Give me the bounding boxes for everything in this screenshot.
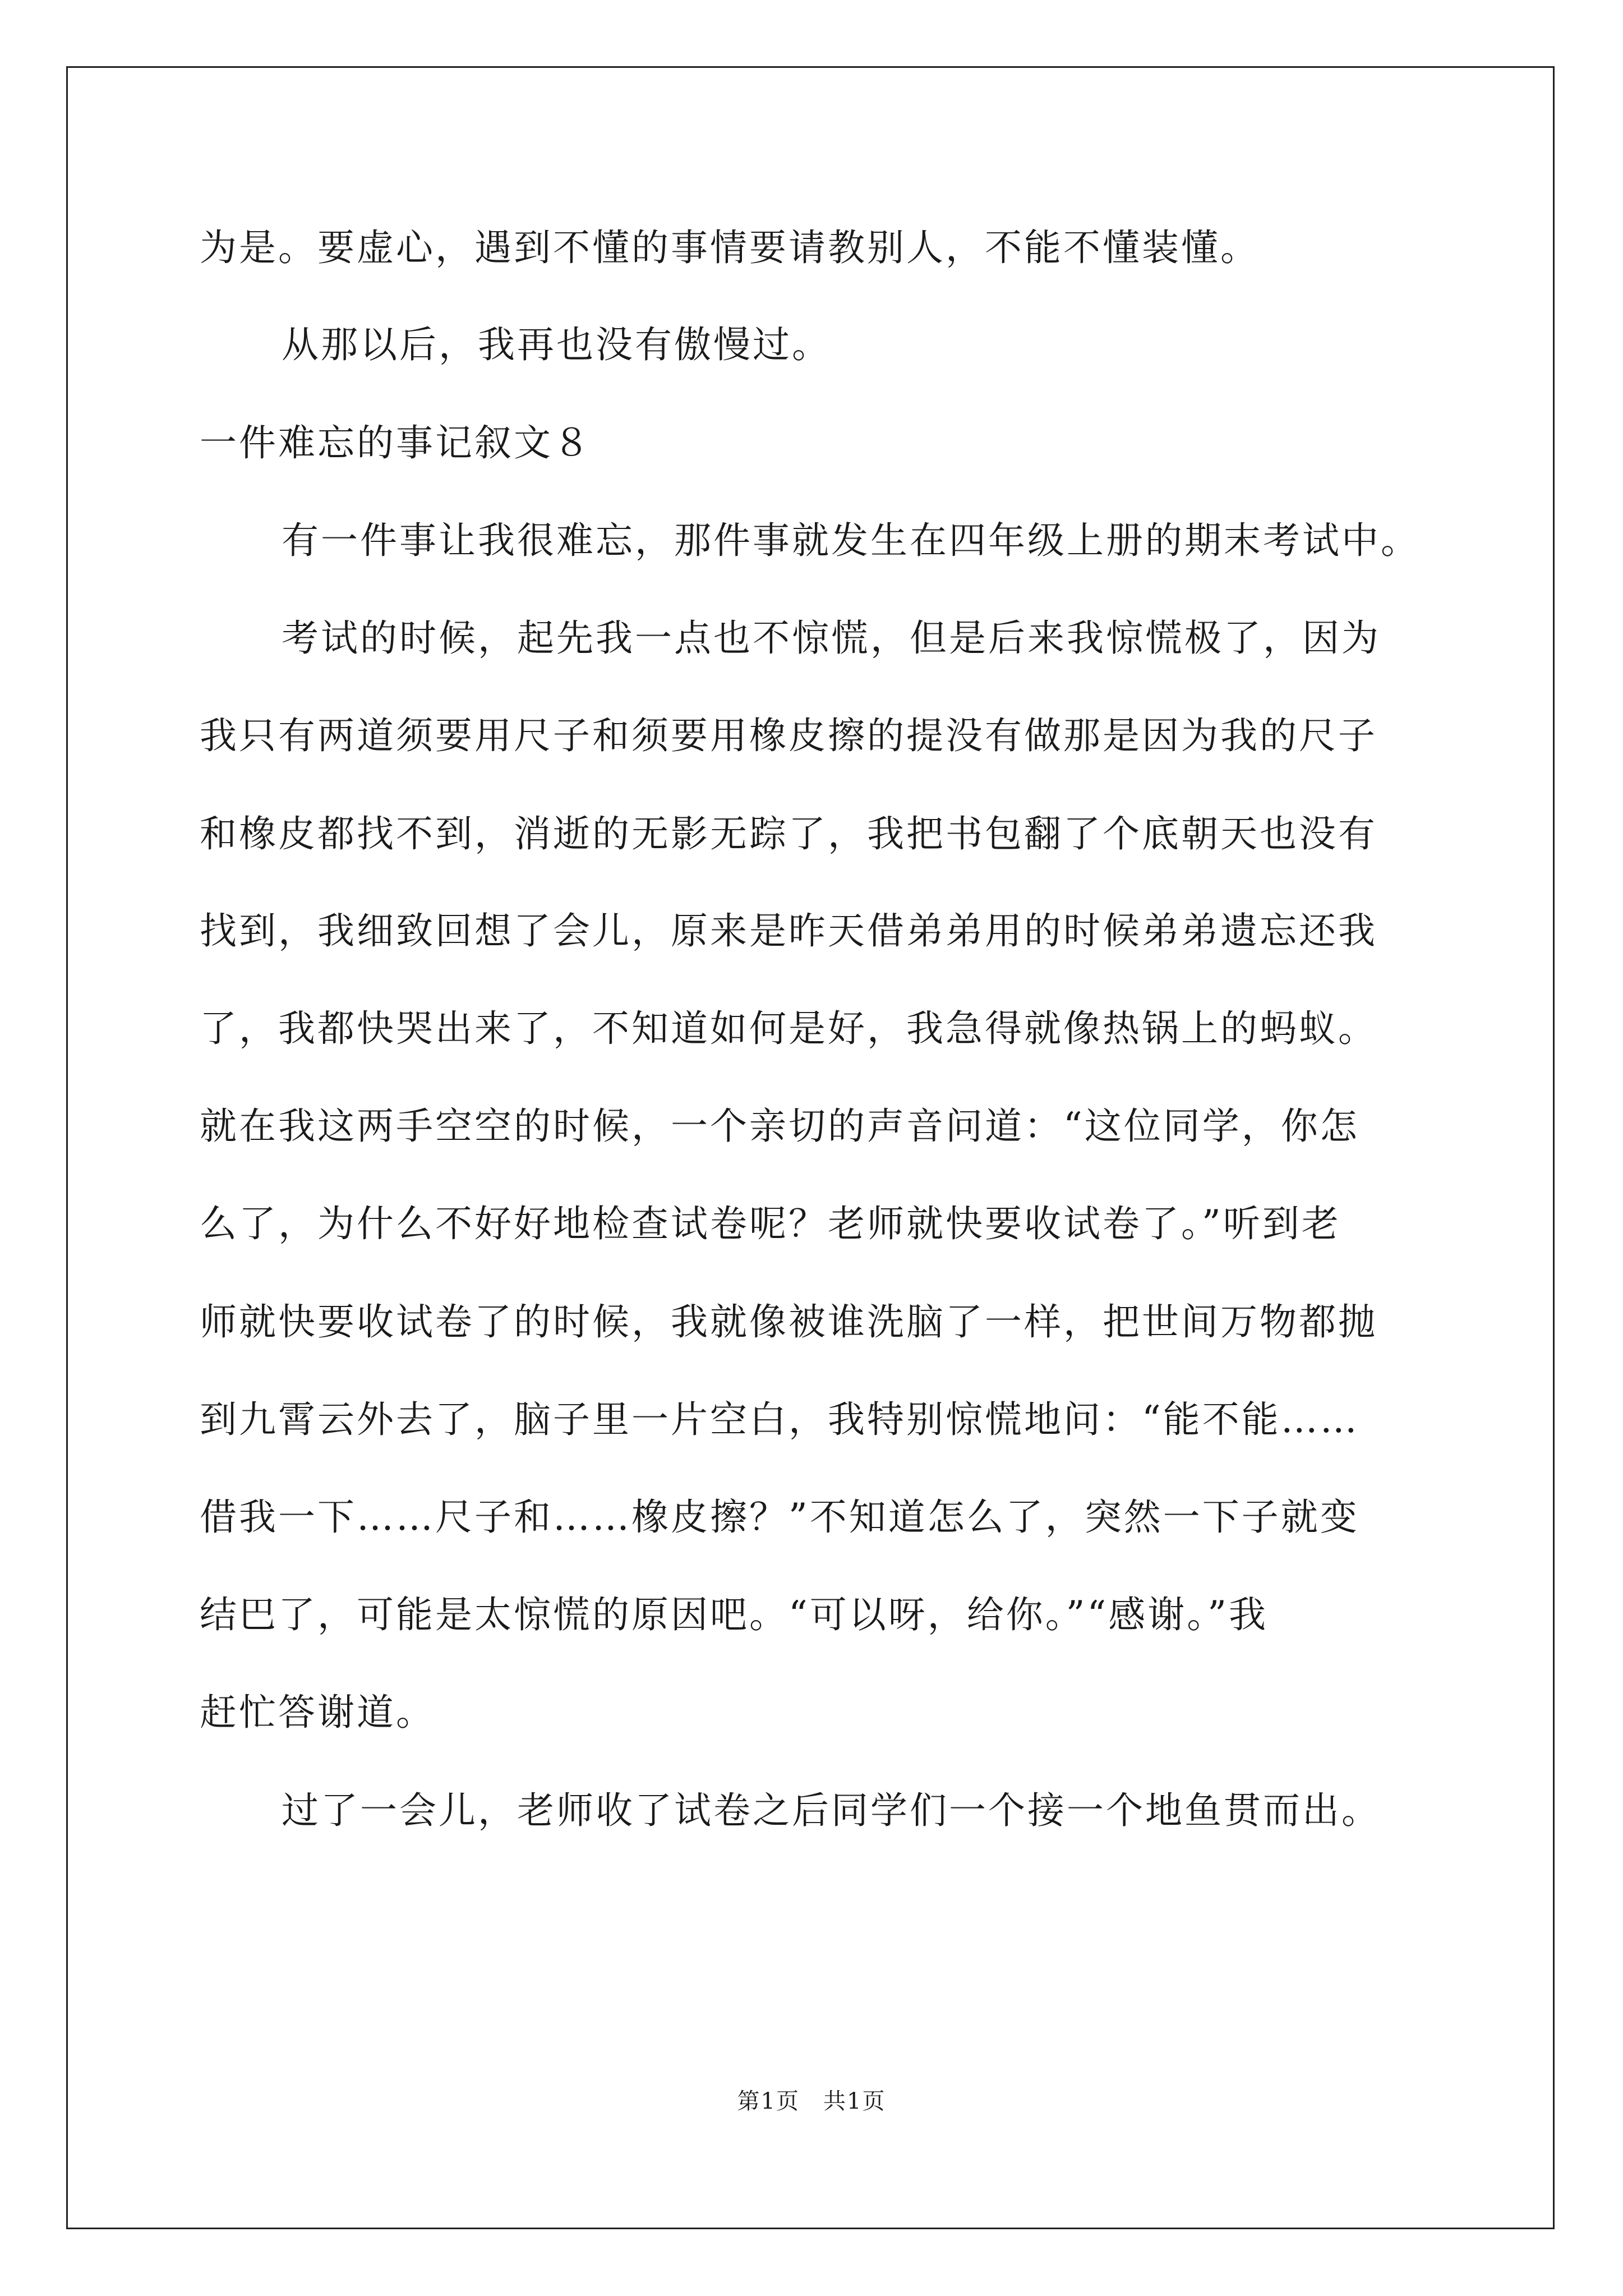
text-line: 借我一下……尺子和……橡皮擦？”不知道怎么了，突然一下子就变 [200, 1496, 1359, 1539]
page-footer: 第1页 共1页 [737, 2088, 886, 2114]
text-line: 么了，为什么不好好地检查试卷呢？老师就快要收试卷了。”听到老 [200, 1202, 1341, 1245]
text-line: 找到，我细致回想了会儿，原来是昨天借弟弟用的时候弟弟遗忘还我 [200, 909, 1377, 953]
text-line: 考试的时候，起先我一点也不惊慌，但是后来我惊慌极了，因为 [282, 616, 1381, 660]
text-line: 过了一会儿，老师收了试卷之后同学们一个接一个地鱼贯而出。 [282, 1789, 1381, 1832]
text-line: 为是。要虚心，遇到不懂的事情要请教别人，不能不懂装懂。 [200, 226, 1260, 269]
text-line: 了，我都快哭出来了，不知道如何是好，我急得就像热锅上的蚂蚁。 [200, 1007, 1377, 1050]
text-line: 到九霄云外去了，脑子里一片空白，我特别惊慌地问：“能不能…… [200, 1398, 1359, 1441]
text-line: 我只有两道须要用尺子和须要用橡皮擦的提没有做那是因为我的尺子 [200, 714, 1377, 757]
text-line: 结巴了，可能是太惊慌的原因吧。“可以呀，给你。”“感谢。”我 [200, 1593, 1268, 1636]
text-line: 就在我这两手空空的时候，一个亲切的声音问道：“这位同学，你怎 [200, 1105, 1359, 1148]
text-line: 师就快要收试卷了的时候，我就像被谁洗脑了一样，把世间万物都抛 [200, 1300, 1377, 1343]
text-line: 赶忙答谢道。 [200, 1691, 435, 1734]
text-line: 从那以后，我再也没有傲慢过。 [282, 323, 831, 366]
section-heading: 一件难忘的事记叙文８ [200, 421, 592, 464]
text-line: 和橡皮都找不到，消逝的无影无踪了，我把书包翻了个底朝天也没有 [200, 812, 1377, 855]
text-line: 有一件事让我很难忘，那件事就发生在四年级上册的期末考试中。 [282, 519, 1420, 562]
